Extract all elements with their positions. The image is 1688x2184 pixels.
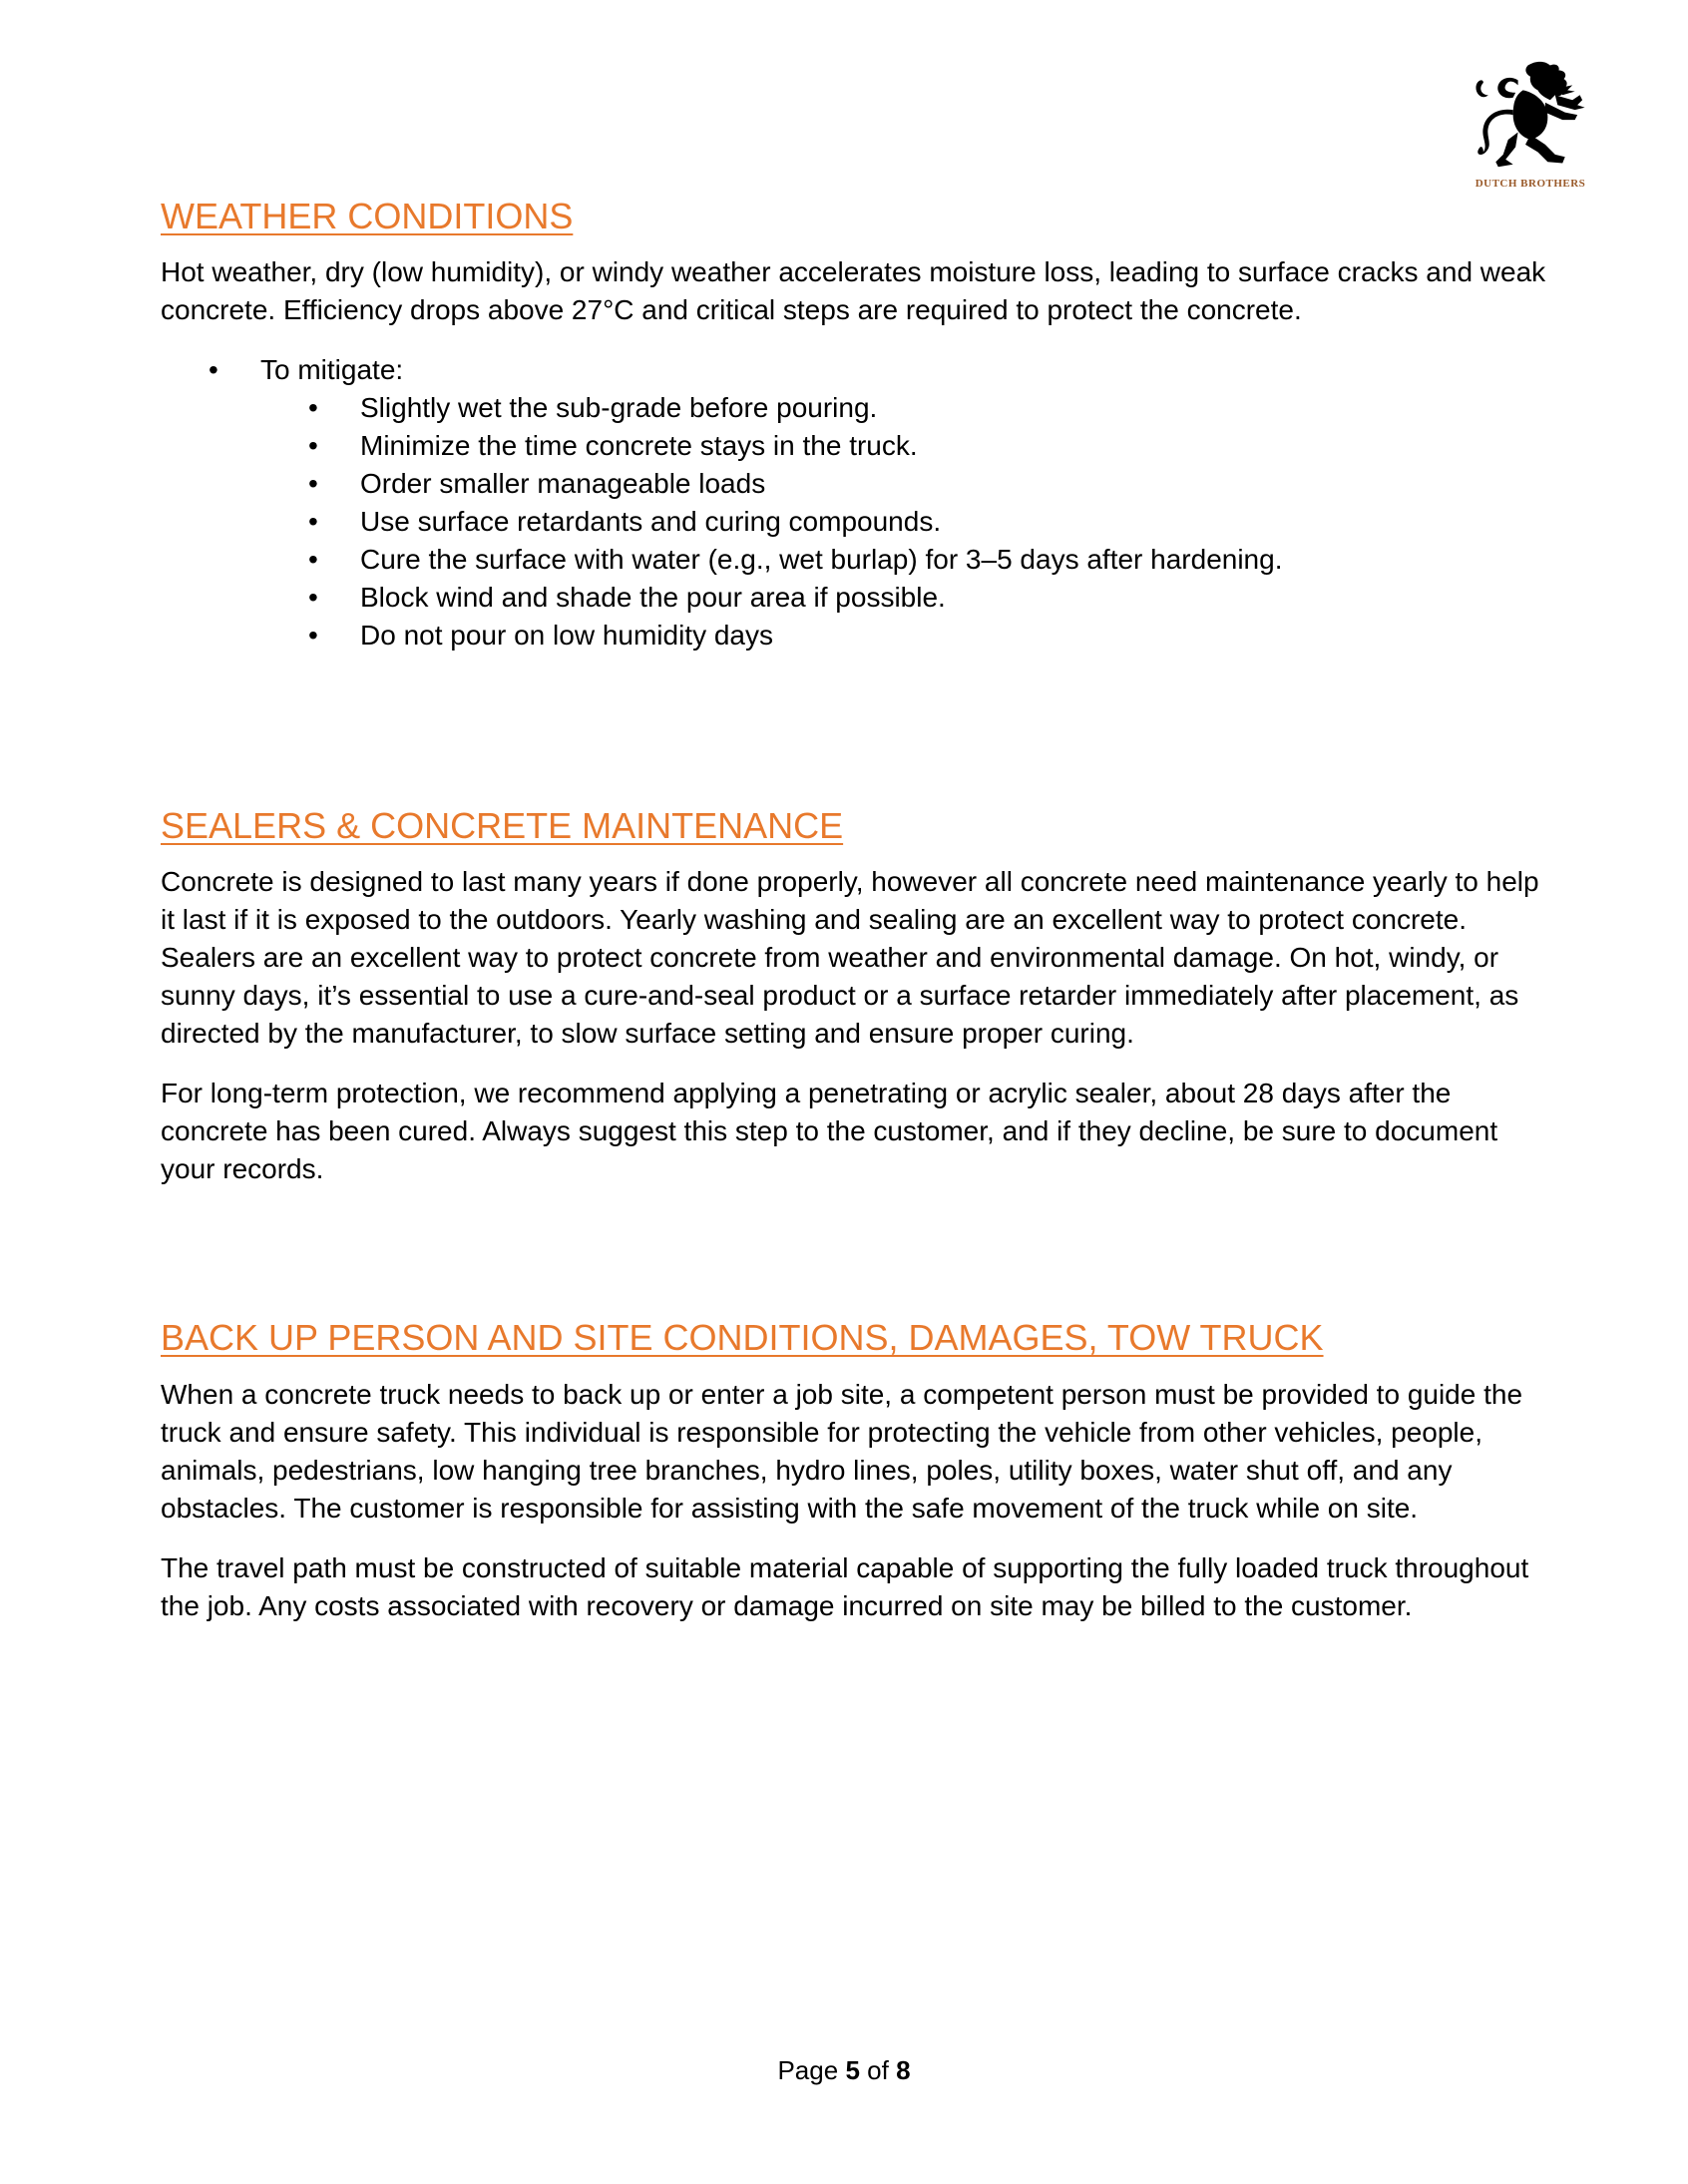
paragraph: For long-term protection, we recommend applying a penetrating or acrylic sealer, about 28 days after the concrete has been cured. Always suggest this step to the customer, and if they decline, be sure to document your records. — [161, 1078, 1498, 1185]
paragraph: Hot weather, dry (low humidity), or windy weather accelerates moisture loss, leading to surface cracks and weak concrete. Efficiency drops above 27°C and critical steps are required to protect the concrete. — [161, 256, 1546, 326]
sub-list-item: • Block wind and shade the pour area if possible. — [260, 579, 1557, 617]
list-item-label: To mitigate: — [260, 354, 404, 386]
page-footer — [0, 2055, 1688, 2086]
of-label: of — [867, 2055, 889, 2085]
sub-list-item: • Do not pour on low humidity days — [260, 617, 1557, 655]
paragraph: The travel path must be constructed of suitable material capable of supporting the fully loaded truck throughout the job. Any costs associated with recovery or damage incurred on site may be billed to the customer. — [161, 1551, 1529, 1621]
current-page: 5 — [845, 2055, 860, 2085]
sealers-maintenance-section — [161, 804, 1557, 1188]
list-item — [161, 351, 1557, 655]
section-heading: BACK UP PERSON AND SITE CONDITIONS, DAMAGES, TOW TRUCK — [161, 1317, 1324, 1359]
bullet-list — [161, 351, 1557, 655]
backup-person-section — [161, 1316, 1557, 1624]
page-label: Page — [777, 2055, 839, 2085]
total-pages: 8 — [896, 2055, 911, 2085]
weather-conditions-section — [161, 195, 1557, 655]
section-heading: SEALERS & CONCRETE MAINTENANCE — [161, 805, 844, 847]
sub-list-item: • Cure the surface with water (e.g., wet burlap) for 3–5 days after hardening. — [260, 541, 1557, 579]
sub-bullet-list — [260, 389, 1557, 655]
sub-list-item: • Use surface retardants and curing compounds. — [260, 503, 1557, 541]
sub-list-item: • Order smaller manageable loads — [260, 465, 1557, 503]
section-heading: WEATHER CONDITIONS — [161, 196, 574, 236]
sub-list-item: • Minimize the time concrete stays in the truck. — [260, 427, 1557, 465]
logo-text: DUTCH BROTHERS — [1475, 178, 1586, 190]
paragraph: Concrete is designed to last many years if done properly, however all concrete need maintenance yearly to help it last if it is exposed to the outdoors. Yearly washing and sealing are an excellent way to protect concrete. Sealers are an excellent way to protect concrete from weather and environmental damage. On hot, windy, or sunny days, it’s essential to use a cure-and-seal product or a surface retarder immediately after placement, as directed by the manufacturer, to slow surface setting and ensure proper curing. — [161, 866, 1539, 1050]
paragraph: When a concrete truck needs to back up or enter a job site, a competent person must be provided to guide the truck and ensure safety. This individual is responsible for protecting the vehicle from other vehicles, people, animals, pedestrians, low hanging tree branches, hydro lines, poles, utility boxes, water shut off, and any obstacles. The customer is responsible for assisting with the safe movement of the truck while on site. — [161, 1378, 1523, 1524]
sub-list-item: • Slightly wet the sub-grade before pouring. — [260, 389, 1557, 427]
lion-rampant-icon — [1469, 58, 1592, 176]
company-logo — [1469, 58, 1592, 208]
page-content — [161, 195, 1557, 1647]
